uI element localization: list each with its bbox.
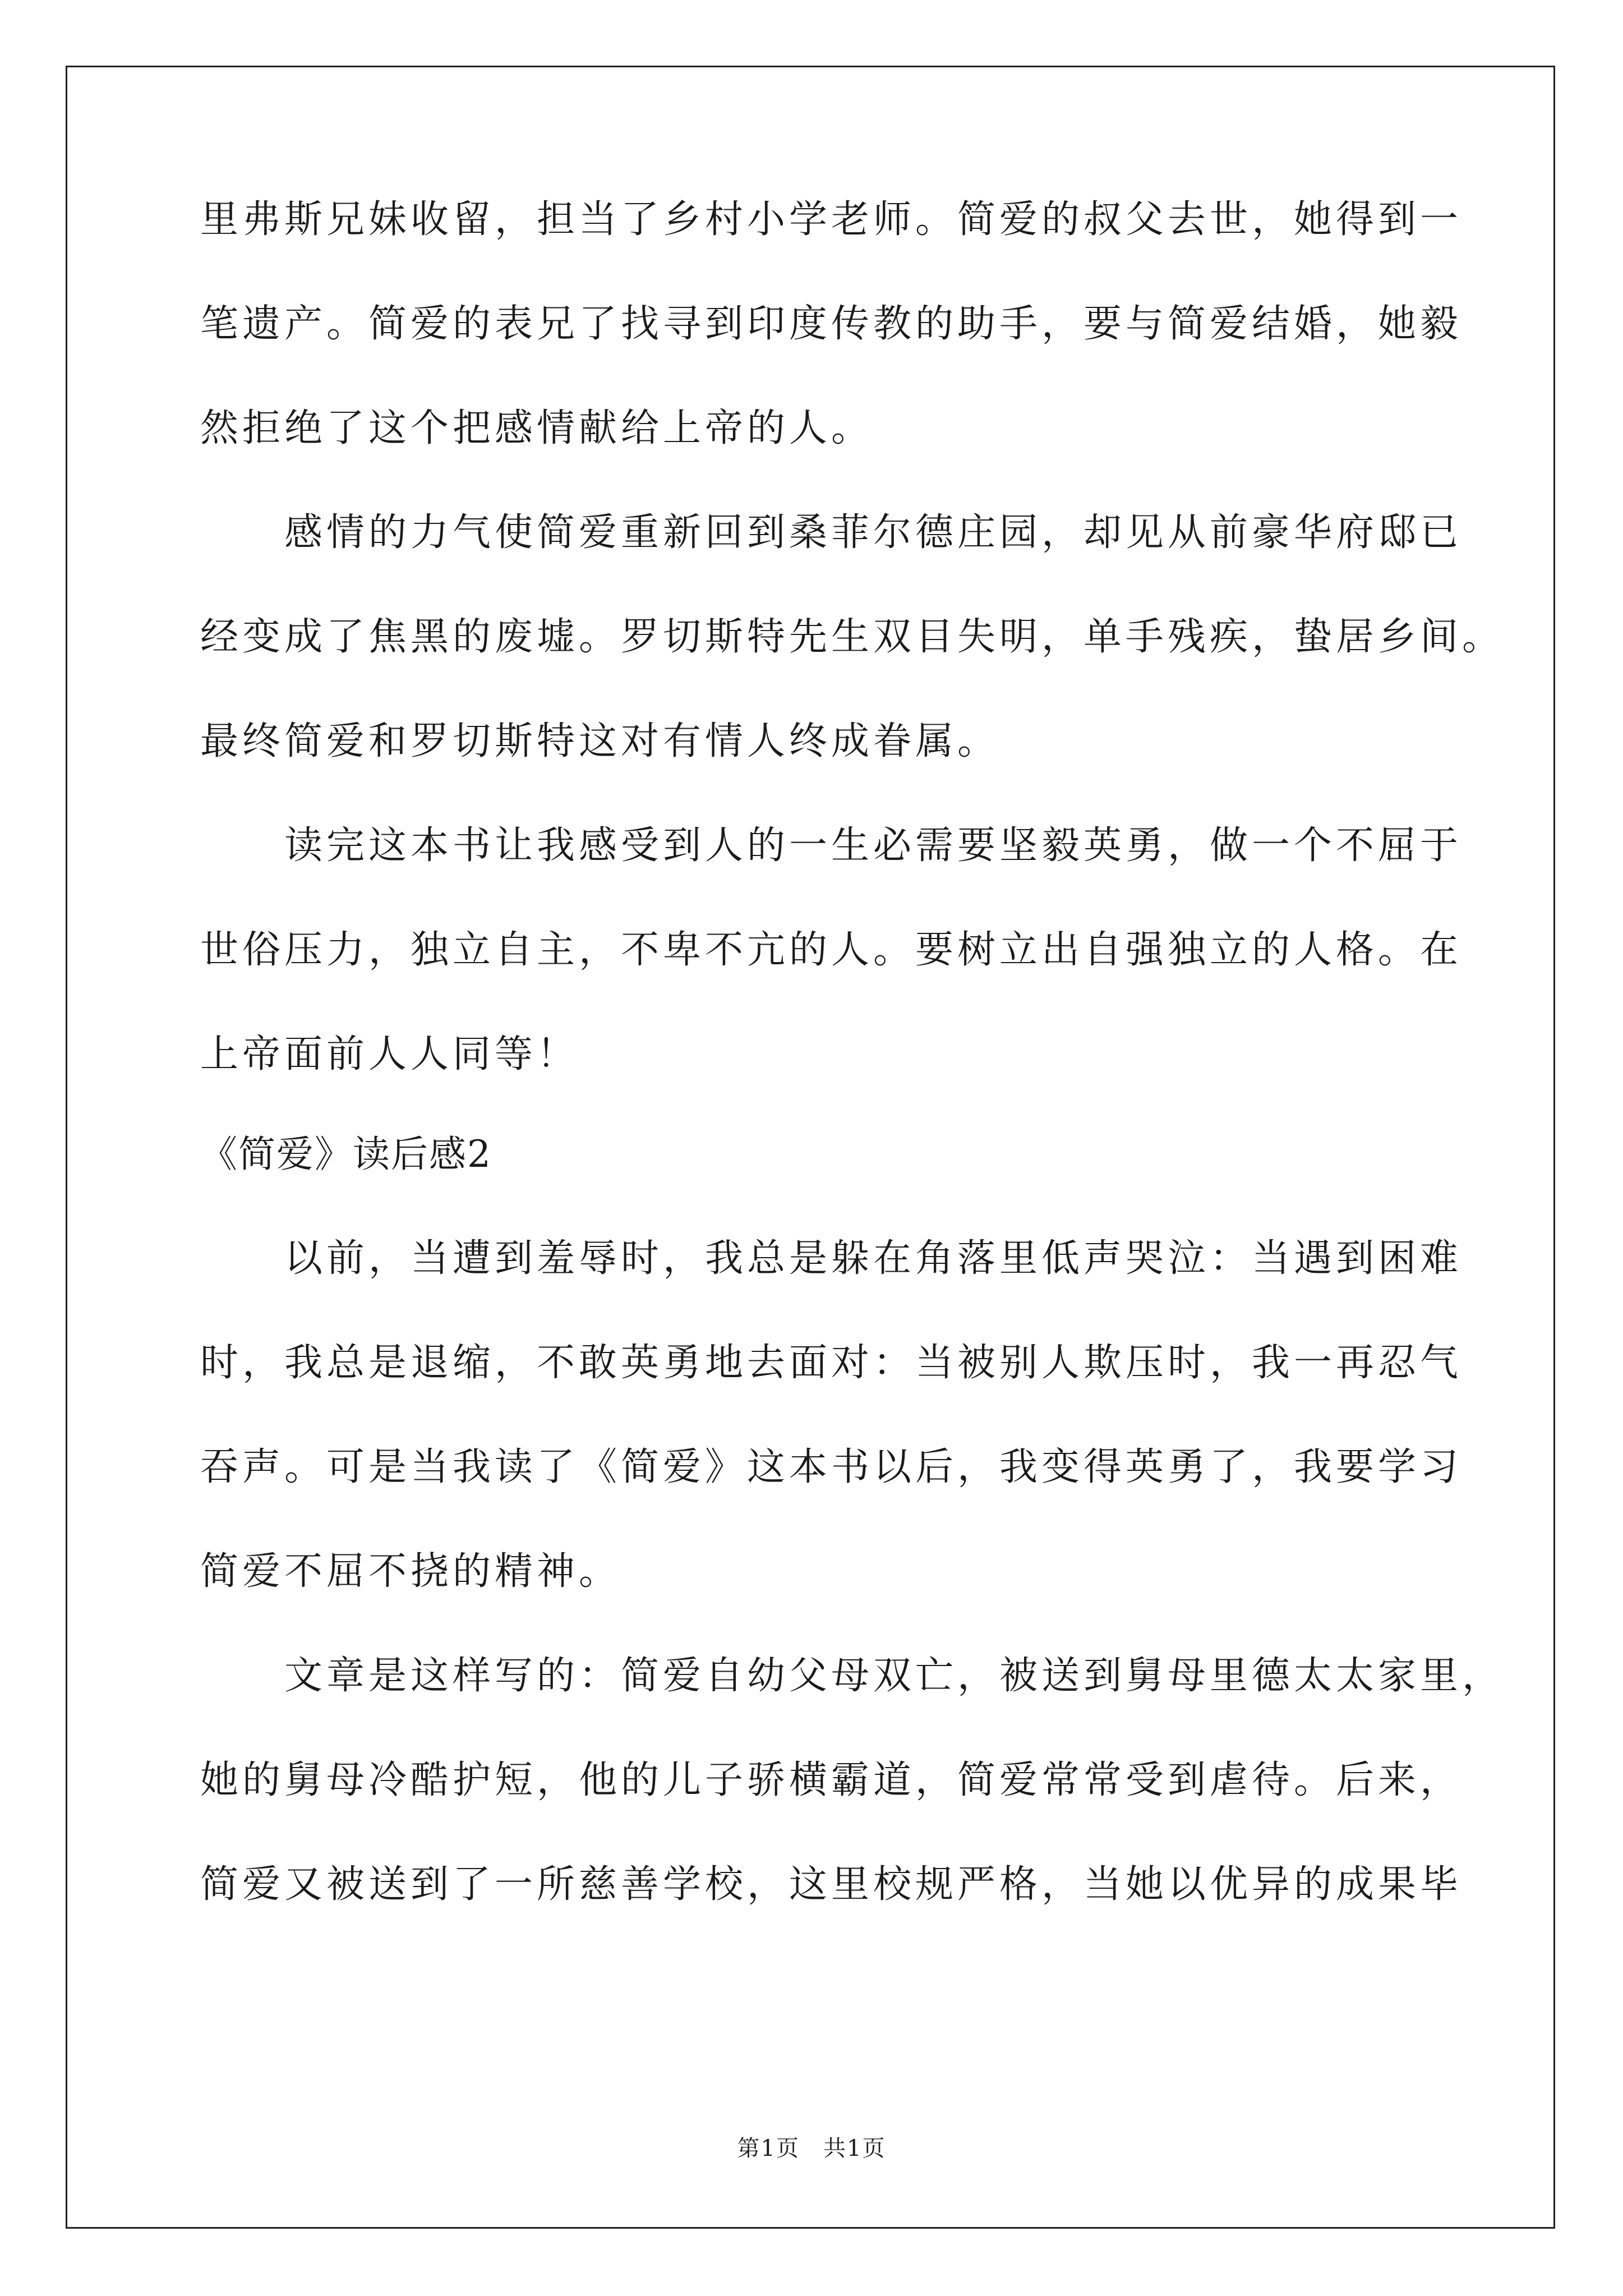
text-line-2: 笔遗产。简爱的表兄了找寻到印度传教的助手，要与简爱结婚，她毅 — [200, 302, 1463, 346]
text-line-9: 上帝面前人人同等！ — [200, 1032, 579, 1076]
text-line-17: 简爱又被送到了一所慈善学校，这里校规严格，当她以优异的成果毕 — [200, 1862, 1463, 1907]
text-line-6: 最终简爱和罗切斯特这对有情人终成眷属。 — [200, 719, 1000, 763]
paragraph-line-11: 以前，当遭到羞辱时，我总是躲在角落里低声哭泣：当遇到困难 — [284, 1236, 1463, 1281]
text-line-12: 时，我总是退缩，不敢英勇地去面对：当被别人欺压时，我一再忍气 — [200, 1341, 1463, 1385]
text-line-14: 简爱不屈不挠的精神。 — [200, 1549, 621, 1594]
text-line-16: 她的舅母冷酷护短，他的儿子骄横霸道，简爱常常受到虐待。后来， — [200, 1758, 1463, 1802]
section-heading: 《简爱》读后感2 — [200, 1133, 492, 1176]
paragraph-line-7: 读完这本书让我感受到人的一生必需要坚毅英勇，做一个不屈于 — [284, 823, 1463, 868]
text-line-5: 经变成了焦黑的废墟。罗切斯特先生双目失明，单手残疾，蛰居乡间。 — [200, 615, 1505, 659]
paragraph-line-4: 感情的力气使简爱重新回到桑菲尔德庄园，却见从前豪华府邸已 — [284, 510, 1463, 555]
paragraph-line-15: 文章是这样写的：简爱自幼父母双亡，被送到舅母里德太太家里， — [284, 1654, 1505, 1698]
text-line-3: 然拒绝了这个把感情献给上帝的人。 — [200, 406, 874, 450]
text-line-1: 里弗斯兄妹收留，担当了乡村小学老师。简爱的叔父去世，她得到一 — [200, 197, 1463, 242]
page-number-footer: 第1页 共1页 — [737, 2136, 886, 2161]
text-line-13: 吞声。可是当我读了《简爱》这本书以后，我变得英勇了，我要学习 — [200, 1445, 1463, 1489]
text-line-8: 世俗压力，独立自主，不卑不亢的人。要树立出自强独立的人格。在 — [200, 928, 1463, 972]
